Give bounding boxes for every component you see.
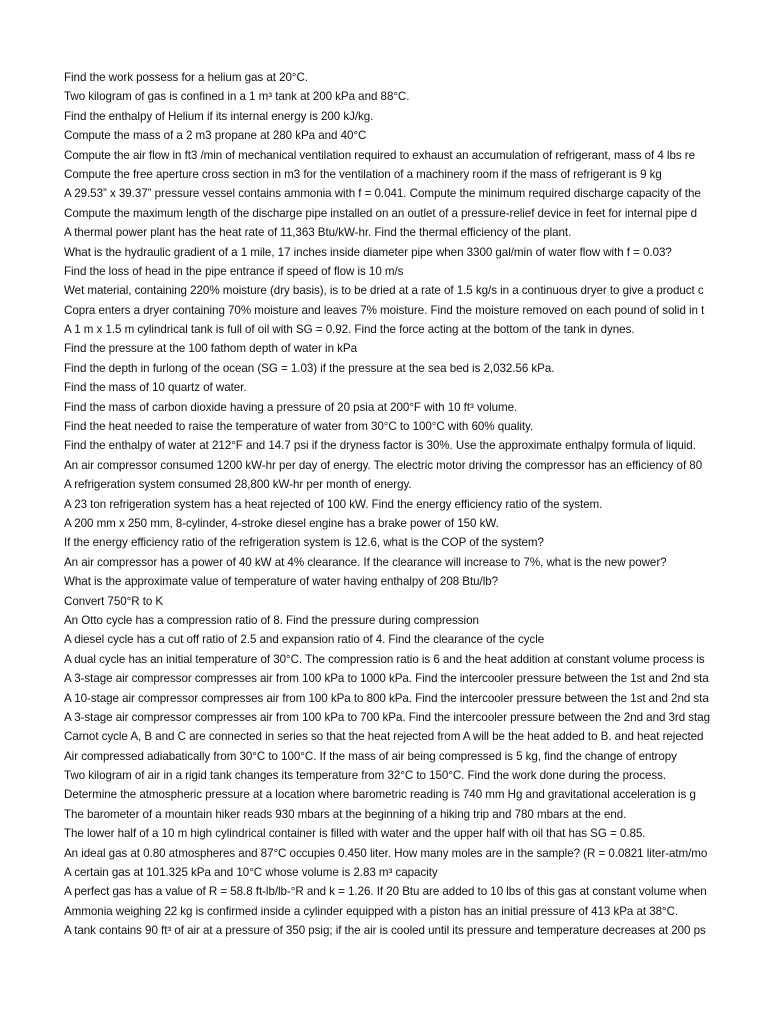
question-line: Convert 750°R to K xyxy=(64,594,164,608)
question-line: Two kilogram of gas is confined in a 1 m³ tank at 200 kPa and 88°C. xyxy=(64,90,410,104)
question-line: A dual cycle has an initial temperature of 30°C. The compression ratio is 6 and the heat addition at constant volume process is xyxy=(64,652,705,666)
question-line: An air compressor has a power of 40 kW at 4% clearance. If the clearance will increase to 7%, what is the new power? xyxy=(64,555,667,569)
question-line: Find the enthalpy of water at 212°F and 14.7 psi if the dryness factor is 30%. Use the approximate enthalpy formula of liquid. xyxy=(64,439,696,453)
question-line: A diesel cycle has a cut off ratio of 2.5 and expansion ratio of 4. Find the clearance of the cycle xyxy=(64,633,545,647)
question-line: Find the enthalpy of Helium if its internal energy is 200 kJ/kg. xyxy=(64,109,374,123)
question-line: An ideal gas at 0.80 atmospheres and 87°C occupies 0.450 liter. How many moles are in the sample? (R = 0.0821 liter-atm/mo xyxy=(64,846,708,860)
question-line: An Otto cycle has a compression ratio of 8. Find the pressure during compression xyxy=(64,613,479,627)
question-line: A 23 ton refrigeration system has a heat rejected of 100 kW. Find the energy efficiency ratio of the system. xyxy=(64,497,603,511)
question-line: Copra enters a dryer containing 70% moisture and leaves 7% moisture. Find the moisture removed on each pound of solid in t xyxy=(64,303,705,317)
question-line: Compute the maximum length of the discharge pipe installed on an outlet of a pressure-relief device in feet for internal pipe d xyxy=(64,206,697,220)
question-line: Find the heat needed to raise the temperature of water from 30°C to 100°C with 60% quality. xyxy=(64,420,534,434)
question-line: A refrigeration system consumed 28,800 kW-hr per month of energy. xyxy=(64,478,412,492)
question-line: Two kilogram of air in a rigid tank changes its temperature from 32°C to 150°C. Find the work done during the process. xyxy=(64,769,667,783)
question-line: A tank contains 90 ft³ of air at a pressure of 350 psig; if the air is cooled until its pressure and temperature decreases at 200 ps xyxy=(64,924,706,938)
question-line: A 3-stage air compressor compresses air from 100 kPa to 700 kPa. Find the intercooler pressure between the 2nd and 3rd stag xyxy=(64,710,711,724)
question-line: A 1 m x 1.5 m cylindrical tank is full of oil with SG = 0.92. Find the force acting at the bottom of the tank in dynes. xyxy=(64,323,635,337)
question-line: Compute the mass of a 2 m3 propane at 280 kPa and 40°C xyxy=(64,129,367,143)
question-line: Find the mass of carbon dioxide having a pressure of 20 psia at 200°F with 10 ft³ volume. xyxy=(64,400,518,414)
question-line: A 10-stage air compressor compresses air from 100 kPa to 800 kPa. Find the intercooler pressure between the 1st and 2nd sta xyxy=(64,691,709,705)
question-line: What is the hydraulic gradient of a 1 mile, 17 inches inside diameter pipe when 3300 gal/min of water flow with f = 0.03? xyxy=(64,245,672,259)
question-line: Find the mass of 10 quartz of water. xyxy=(64,381,247,395)
question-line: Ammonia weighing 22 kg is confirmed inside a cylinder equipped with a piston has an initial pressure of 413 kPa at 38°C. xyxy=(64,904,679,918)
question-list xyxy=(64,68,768,941)
question-line: Determine the atmospheric pressure at a location where barometric reading is 740 mm Hg and gravitational acceleration is g xyxy=(64,788,696,802)
question-line: A 3-stage air compressor compresses air from 100 kPa to 1000 kPa. Find the intercooler pressure between the 1st and 2nd sta xyxy=(64,672,709,686)
question-line: What is the approximate value of temperature of water having enthalpy of 208 Btu/lb? xyxy=(64,575,499,589)
question-line: A 200 mm x 250 mm, 8-cylinder, 4-stroke diesel engine has a brake power of 150 kW. xyxy=(64,516,499,530)
question-line: A 29.53” x 39.37” pressure vessel contains ammonia with f = 0.041. Compute the minimum required discharge capacity of the xyxy=(64,187,701,201)
question-line: An air compressor consumed 1200 kW-hr per day of energy. The electric motor driving the compressor has an efficiency of 80 xyxy=(64,458,703,472)
question-line: The lower half of a 10 m high cylindrical container is filled with water and the upper half with oil that has SG = 0.85. xyxy=(64,827,646,841)
question-line: Find the loss of head in the pipe entrance if speed of flow is 10 m/s xyxy=(64,264,404,278)
question-line: A thermal power plant has the heat rate of 11,363 Btu/kW-hr. Find the thermal efficiency of the plant. xyxy=(64,226,572,240)
question-line: Air compressed adiabatically from 30°C to 100°C. If the mass of air being compressed is 5 kg, find the change of entropy xyxy=(64,749,677,763)
question-line: A perfect gas has a value of R = 58.8 ft-lb/lb-°R and k = 1.26. If 20 Btu are added to 10 lbs of this gas at constant volume when xyxy=(64,885,707,899)
question-line: Compute the free aperture cross section in m3 for the ventilation of a machinery room if the mass of refrigerant is 9 kg xyxy=(64,167,662,181)
question-line: If the energy efficiency ratio of the refrigeration system is 12.6, what is the COP of the system? xyxy=(64,536,544,550)
question-line: The barometer of a mountain hiker reads 930 mbars at the beginning of a hiking trip and 780 mbars at the end. xyxy=(64,807,627,821)
question-line: Compute the air flow in ft3 /min of mechanical ventilation required to exhaust an accumulation of refrigerant, mass of 4 lbs re xyxy=(64,148,695,162)
question-line: Carnot cycle A, B and C are connected in series so that the heat rejected from A will be the heat added to B. and heat rejected xyxy=(64,730,704,744)
question-line: Find the work possess for a helium gas at 20°C. xyxy=(64,71,308,84)
question-line: Find the depth in furlong of the ocean (SG = 1.03) if the pressure at the sea bed is 2,032.56 kPa. xyxy=(64,361,555,375)
question-line: A certain gas at 101.325 kPa and 10°C whose volume is 2.83 m³ capacity xyxy=(64,866,438,880)
question-line: Find the pressure at the 100 fathom depth of water in kPa xyxy=(64,342,357,356)
question-line: Wet material, containing 220% moisture (dry basis), is to be dried at a rate of 1.5 kg/s in a continuous dryer to give a product c xyxy=(64,284,704,298)
